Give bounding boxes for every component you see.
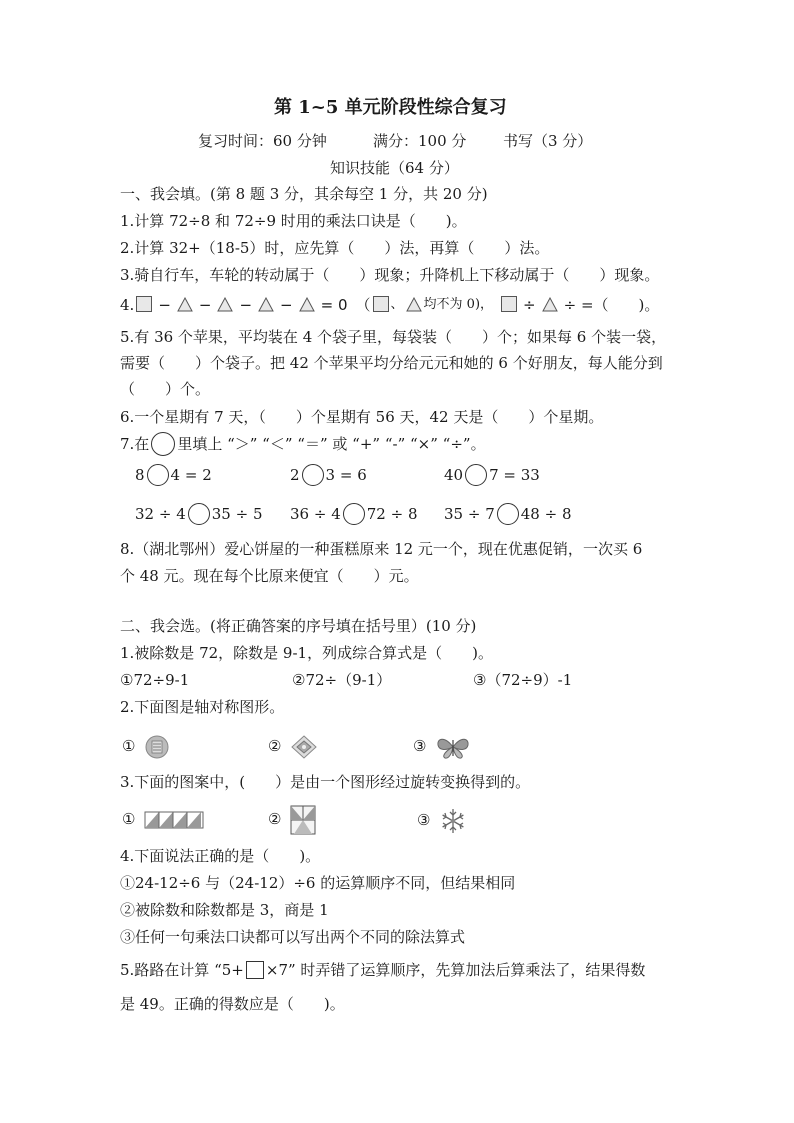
q7-item: 40 7 = 33 <box>444 466 540 484</box>
diamond-pattern-icon <box>290 734 318 760</box>
s2-q3-opt2: ② <box>268 805 316 835</box>
s2-q2-opt1: ① <box>122 734 170 760</box>
s2-q4-opt1: ①24-12÷6 与（24-12）÷6 的运算顺序不同，但结果相同 <box>120 874 516 892</box>
q7-prefix: 7.在 <box>120 435 150 453</box>
s2-q4: 4.下面说法正确的是（ )。 <box>120 847 321 865</box>
triangle-strip-icon <box>144 811 204 829</box>
triangle-icon <box>217 297 233 312</box>
s1-q1: 1.计算 72÷8 和 72÷9 时用的乘法口诀是（ )。 <box>120 212 467 230</box>
s2-q3: 3.下面的图案中，( ）是由一个图形经过旋转变换得到的。 <box>120 773 531 791</box>
writing-label: 书写（3 分） <box>503 132 593 150</box>
section1-heading: 一、我会填。(第 8 题 3 分，其余每空 1 分，共 20 分) <box>120 185 488 203</box>
triangle-icon <box>542 297 558 312</box>
circle-blank[interactable] <box>343 503 365 525</box>
s1-q7 <box>120 433 486 457</box>
s2-q1-opt2: ②72÷（9-1） <box>292 671 392 689</box>
s2-q4-opt3: ③任何一句乘法口诀都可以写出两个不同的除法算式 <box>120 928 466 946</box>
equals-zero: = 0 <box>320 296 348 314</box>
triangle-icon <box>406 297 422 312</box>
circle-blank <box>151 432 175 456</box>
s1-q5-line2: 需要（ ）个袋子。把 42 个苹果平均分给元元和她的 6 个好朋友，每人能分到 <box>120 354 663 372</box>
round-seal-icon <box>144 734 170 760</box>
minus-sign: − <box>280 296 293 314</box>
s2-q2-opt2: ② <box>268 734 318 760</box>
minus-sign: − <box>239 296 253 314</box>
s1-q5-line3: （ ）个。 <box>120 380 211 398</box>
part-label: 知识技能（64 分） <box>330 159 459 177</box>
separator: 、 <box>390 297 404 312</box>
q7-item: 8 4 = 2 <box>135 466 212 484</box>
snowflake-icon <box>439 807 467 835</box>
triangle-icon <box>258 297 274 312</box>
s2-q1-opt1: ①72÷9-1 <box>120 671 190 689</box>
s2-q2-opt3: ③ <box>413 734 471 760</box>
s1-q2: 2.计算 32+（18-5）时，应先算（ ）法，再算（ ）法。 <box>120 239 550 257</box>
circle-blank[interactable] <box>465 464 487 486</box>
s2-q1: 1.被除数是 72，除数是 9-1，列成综合算式是（ )。 <box>120 644 493 662</box>
section2-heading: 二、我会选。(将正确答案的序号填在括号里）(10 分) <box>120 617 477 635</box>
s2-q4-opt2: ②被除数和除数都是 3，商是 1 <box>120 901 329 919</box>
circle-blank[interactable] <box>147 464 169 486</box>
s1-q5-line1: 5.有 36 个苹果，平均装在 4 个袋子里，每袋装（ ）个；如果每 6 个装一袋， <box>120 328 667 346</box>
time-label: 复习时间：60 分钟 <box>198 132 327 150</box>
q7-suffix: 里填上 “＞” “＜” “＝” 或 “+” “-” “×” “÷”。 <box>177 435 486 453</box>
s2-q5-line1: 5.路路在计算 “5+ ×7” 时弄错了运算顺序，先算加法后算乘法了，结果得数 <box>120 961 646 979</box>
q4-note: 均不为 0)， <box>423 297 494 312</box>
s2-q3-opt3: ③ <box>417 807 467 835</box>
minus-sign: − <box>158 296 171 314</box>
paren-open: （ <box>355 296 371 314</box>
divide-sign: ÷ <box>523 296 536 314</box>
q7-item: 36 ÷ 4 72 ÷ 8 <box>290 505 418 523</box>
q7-item: 35 ÷ 7 48 ÷ 8 <box>444 505 572 523</box>
s2-q5-line2: 是 49。正确的得数应是（ )。 <box>120 995 345 1013</box>
q7-item: 32 ÷ 4 35 ÷ 5 <box>135 505 263 523</box>
circle-blank[interactable] <box>188 503 210 525</box>
s2-q3-opt1: ① <box>122 809 204 829</box>
minus-sign: − <box>198 296 212 314</box>
q4-number: 4. <box>120 296 135 314</box>
s1-q4 <box>120 294 659 315</box>
s1-q3: 3.骑自行车，车轮的转动属于（ ）现象；升降机上下移动属于（ ）现象。 <box>120 266 660 284</box>
triangle-icon <box>177 297 193 312</box>
s1-q8-line2: 个 48 元。现在每个比原来便宜（ ）元。 <box>120 567 419 585</box>
s1-q6: 6.一个星期有 7 天，（ ）个星期有 56 天，42 天是（ ）个星期。 <box>120 408 604 426</box>
square-icon <box>501 296 517 312</box>
s2-q1-opt3: ③（72÷9）-1 <box>473 671 573 689</box>
triangle-icon <box>299 297 315 312</box>
butterfly-icon <box>435 734 471 760</box>
square-icon <box>136 296 152 312</box>
page-title: 第 1~5 单元阶段性综合复习 <box>274 97 507 118</box>
s2-q2: 2.下面图是轴对称图形。 <box>120 698 285 716</box>
s1-q8-line1: 8.（湖北鄂州）爱心饼屋的一种蛋糕原来 12 元一个，现在优惠促销，一次买 6 <box>120 540 643 558</box>
circle-blank[interactable] <box>302 464 324 486</box>
circle-blank[interactable] <box>497 503 519 525</box>
score-label: 满分：100 分 <box>373 132 467 150</box>
q4-tail: ÷ =（ )。 <box>563 296 660 314</box>
square-icon <box>373 296 389 312</box>
square-blank-icon <box>246 961 264 979</box>
folded-square-icon <box>290 805 316 835</box>
q7-item: 2 3 = 6 <box>290 466 367 484</box>
